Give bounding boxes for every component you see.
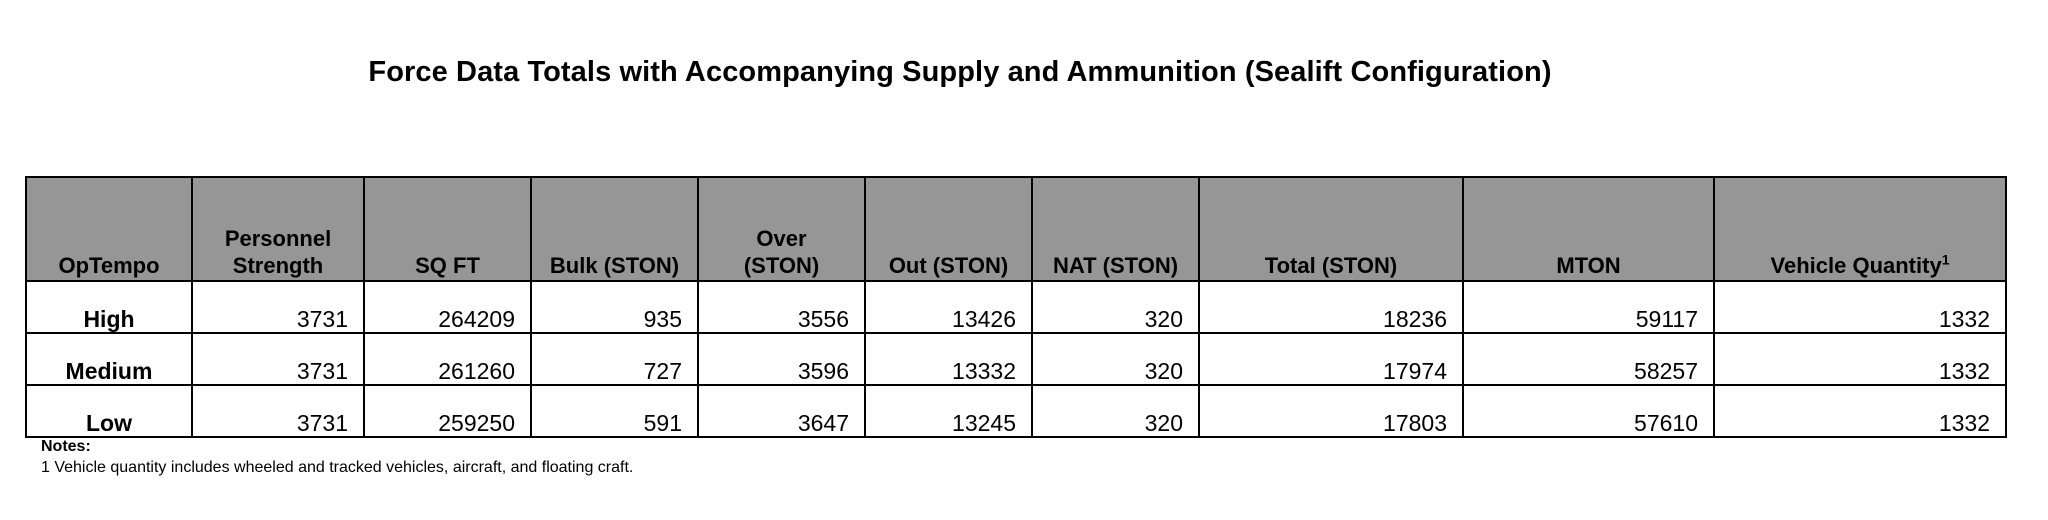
header-bulk-ston: Bulk (STON)	[531, 177, 698, 281]
table-cell: 57610	[1463, 385, 1714, 437]
table-cell: 59117	[1463, 281, 1714, 333]
table-header-row	[26, 177, 2006, 281]
header-out-ston: Out (STON)	[865, 177, 1032, 281]
table-cell: 935	[531, 281, 698, 333]
note-item: 1 Vehicle quantity includes wheeled and tracked vehicles, aircraft, and floating craft.	[41, 459, 634, 476]
table-cell: 591	[531, 385, 698, 437]
table-cell: 18236	[1199, 281, 1463, 333]
header-nat-ston: NAT (STON)	[1032, 177, 1199, 281]
page-title: Force Data Totals with Accompanying Supply and Ammunition (Sealift Configuration)	[368, 56, 1552, 88]
table-cell: 264209	[364, 281, 531, 333]
table-cell: 1332	[1714, 333, 2006, 385]
row-label-cell: Medium	[26, 333, 192, 385]
header-vehicle-quantity: Vehicle Quantity$^1$	[1714, 177, 2006, 281]
force-data-table	[25, 176, 2007, 438]
header-personnel-strength: Personnel Strength	[192, 177, 364, 281]
table-cell: 320	[1032, 333, 1199, 385]
table-row	[26, 385, 2006, 437]
table-cell: 17974	[1199, 333, 1463, 385]
table-row	[26, 333, 2006, 385]
notes-section	[41, 436, 633, 478]
header-optempo: OpTempo	[26, 177, 192, 281]
table-cell: 320	[1032, 281, 1199, 333]
table-cell: 3596	[698, 333, 865, 385]
table-cell: 17803	[1199, 385, 1463, 437]
table-cell: 3731	[192, 333, 364, 385]
table-cell: 259250	[364, 385, 531, 437]
table-cell: 58257	[1463, 333, 1714, 385]
table-cell: 3731	[192, 281, 364, 333]
table-cell: 3556	[698, 281, 865, 333]
table-cell: 1332	[1714, 385, 2006, 437]
header-over-ston: Over (STON)	[698, 177, 865, 281]
table-row	[26, 281, 2006, 333]
table-cell: 13426	[865, 281, 1032, 333]
table-cell: 3731	[192, 385, 364, 437]
table-cell: 261260	[364, 333, 531, 385]
header-total-ston: Total (STON)	[1199, 177, 1463, 281]
table-cell: 13245	[865, 385, 1032, 437]
header-sq-ft: SQ FT	[364, 177, 531, 281]
row-label-cell: High	[26, 281, 192, 333]
footnote-marker: 1	[1941, 251, 1950, 268]
table-cell: 727	[531, 333, 698, 385]
header-mton: MTON	[1463, 177, 1714, 281]
row-label-cell: Low	[26, 385, 192, 437]
table-cell: 1332	[1714, 281, 2006, 333]
table-cell: 13332	[865, 333, 1032, 385]
notes-title: Notes:	[41, 438, 91, 455]
table-cell: 320	[1032, 385, 1199, 437]
table-cell: 3647	[698, 385, 865, 437]
